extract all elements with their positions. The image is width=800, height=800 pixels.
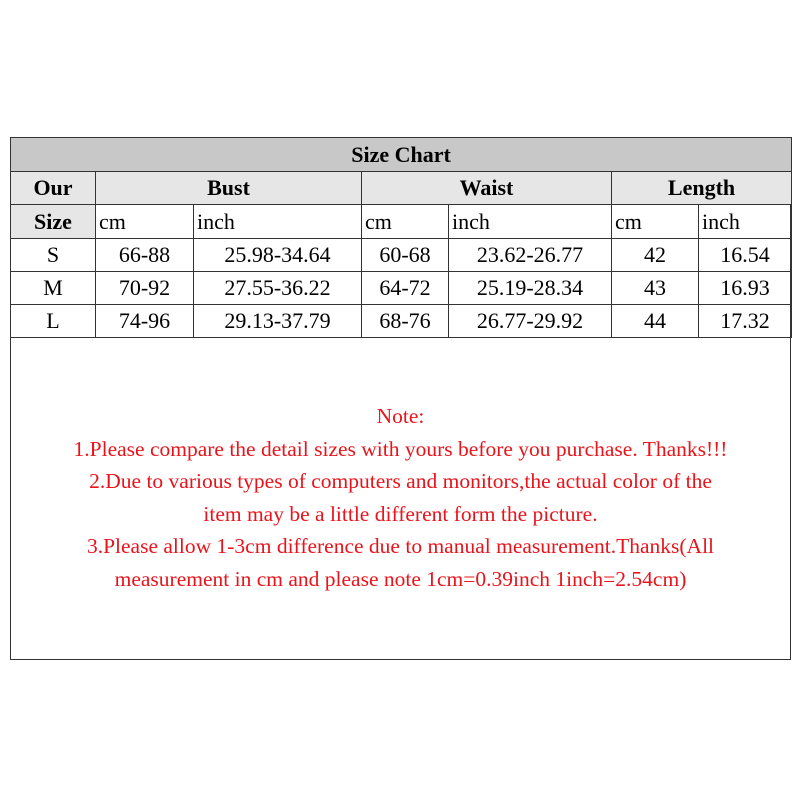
waist-cm-cell: 60-68	[362, 239, 449, 272]
unit-length-inch: inch	[699, 205, 792, 239]
table-row	[11, 239, 792, 272]
size-header-line1: Our	[11, 172, 96, 205]
waist-cm-cell: 68-76	[362, 305, 449, 338]
waist-inch-cell: 25.19-28.34	[449, 272, 612, 305]
size-header-line2: Size	[11, 205, 96, 239]
group-header-row	[11, 172, 792, 205]
unit-length-cm: cm	[612, 205, 699, 239]
length-inch-cell: 16.93	[699, 272, 792, 305]
unit-waist-cm: cm	[362, 205, 449, 239]
note-line: 1.Please compare the detail sizes with yours before you purchase. Thanks!!!	[73, 436, 728, 461]
length-inch-cell: 17.32	[699, 305, 792, 338]
note-line: 3.Please allow 1-3cm difference due to manual measurement.Thanks(All	[86, 534, 715, 558]
bust-cm-cell: 74-96	[96, 305, 194, 338]
waist-inch-cell: 26.77-29.92	[449, 305, 612, 338]
unit-waist-inch: inch	[449, 205, 612, 239]
note-line: measurement in cm and please note 1cm=0.39inch 1inch=2.54cm)	[114, 566, 687, 591]
size-chart-table	[10, 137, 792, 338]
table-row	[11, 272, 792, 305]
size-cell: M	[11, 272, 96, 305]
unit-bust-cm: cm	[96, 205, 194, 239]
waist-header: Waist	[362, 172, 612, 205]
length-cm-cell: 43	[612, 272, 699, 305]
length-cm-cell: 42	[612, 239, 699, 272]
note-heading: Note:	[376, 404, 425, 428]
bust-inch-cell: 25.98-34.64	[194, 239, 362, 272]
length-inch-cell: 16.54	[699, 239, 792, 272]
size-cell: S	[11, 239, 96, 272]
note-line: 2.Due to various types of computers and monitors,the actual color of the	[89, 469, 712, 493]
bust-cm-cell: 70-92	[96, 272, 194, 305]
waist-cm-cell: 64-72	[362, 272, 449, 305]
table-row	[11, 305, 792, 338]
note-block	[11, 400, 790, 595]
chart-title: Size Chart	[11, 138, 792, 172]
waist-inch-cell: 23.62-26.77	[449, 239, 612, 272]
bust-inch-cell: 27.55-36.22	[194, 272, 362, 305]
length-header: Length	[612, 172, 792, 205]
length-cm-cell: 44	[612, 305, 699, 338]
size-cell: L	[11, 305, 96, 338]
bust-header: Bust	[96, 172, 362, 205]
unit-bust-inch: inch	[194, 205, 362, 239]
note-line: item may be a little different form the picture.	[203, 501, 598, 526]
bust-cm-cell: 66-88	[96, 239, 194, 272]
bust-inch-cell: 29.13-37.79	[194, 305, 362, 338]
unit-header-row	[11, 205, 792, 239]
title-row	[11, 138, 792, 172]
